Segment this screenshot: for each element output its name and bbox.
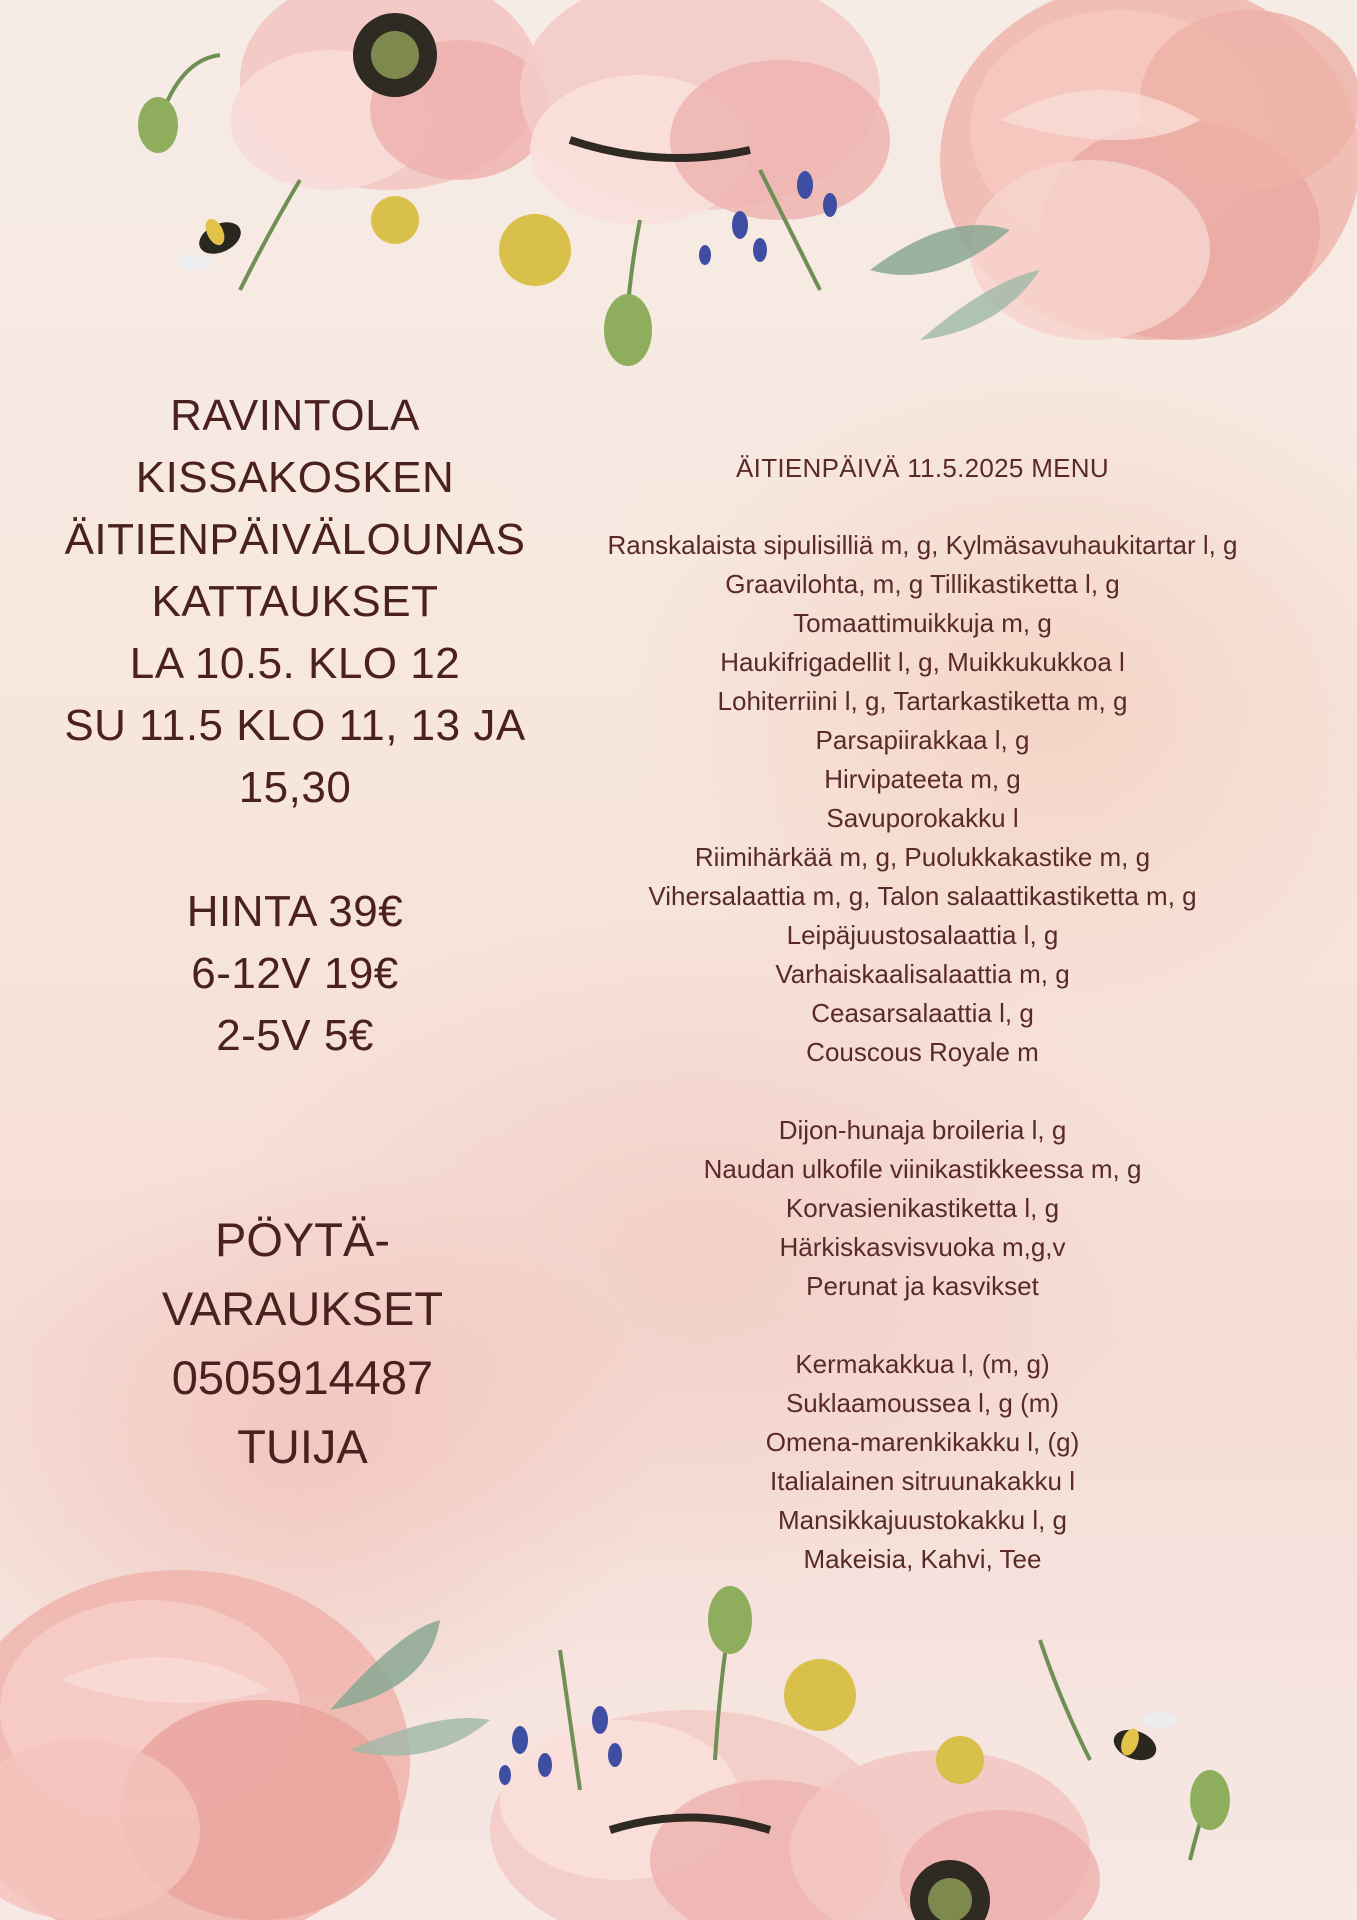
menu-item: Leipäjuustosalaattia l, g xyxy=(786,920,1059,950)
menu-item: Ranskalaista sipulisilliä m, g, Kylmäsavuhaukitartar l, g xyxy=(607,530,1238,560)
seating-time-line: SU 11.5 KLO 11, 13 JA xyxy=(64,701,526,750)
yellow-flower-icon xyxy=(499,214,571,286)
menu-item: Omena-marenkikakku l, (g) xyxy=(765,1427,1080,1457)
leaf-icon xyxy=(870,225,1010,275)
menu-item: Tomaattimuikkuja m, g xyxy=(793,608,1052,638)
leaf-icon xyxy=(920,270,1040,340)
blue-flower-cluster-icon xyxy=(699,171,837,265)
menu-item: Lohiterriini l, g, Tartarkastiketta m, g xyxy=(717,686,1128,716)
price-list xyxy=(40,881,550,1067)
menu-list xyxy=(530,448,1315,1618)
price-adult: HINTA 39€ xyxy=(186,887,404,936)
event-title-line: ÄITIENPÄIVÄLOUNAS xyxy=(64,515,526,564)
peony-flower-icon xyxy=(0,1570,410,1920)
leaf-icon xyxy=(330,1620,440,1710)
menu-item: Varhaiskaalisalaattia m, g xyxy=(775,959,1070,989)
price-toddler: 2-5V 5€ xyxy=(216,1011,374,1060)
event-info-block xyxy=(40,385,550,1067)
poppy-flower-icon xyxy=(790,1750,1100,1920)
bee-icon xyxy=(177,216,246,270)
price-child: 6-12V 19€ xyxy=(191,949,399,998)
menu-item: Vihersalaattia m, g, Talon salaattikastiketta m, g xyxy=(648,881,1197,911)
leaf-stem-icon xyxy=(160,55,820,340)
leaf-icon xyxy=(350,1718,490,1756)
menu-title: ÄITIENPÄIVÄ 11.5.2025 MENU xyxy=(736,453,1109,483)
menu-item: Graavilohta, m, g Tillikastiketta l, g xyxy=(725,569,1120,599)
yellow-flower-icon xyxy=(936,1736,984,1784)
menu-mains xyxy=(530,1111,1315,1306)
menu-item: Naudan ulkofile viinikastikkeessa m, g xyxy=(703,1154,1142,1184)
poppy-flower-icon xyxy=(230,0,550,190)
seating-time-line: 15,30 xyxy=(238,763,352,812)
bud-icon xyxy=(1190,1770,1230,1830)
menu-item: Dijon-hunaja broileria l, g xyxy=(778,1115,1067,1145)
blue-flower-cluster-icon xyxy=(499,1706,622,1785)
reservation-phone: 0505914487 xyxy=(171,1351,434,1404)
yellow-flower-icon xyxy=(371,196,419,244)
seating-time-line: LA 10.5. KLO 12 xyxy=(129,639,461,688)
bud-icon xyxy=(604,294,652,366)
menu-item: Makeisia, Kahvi, Tee xyxy=(803,1544,1042,1574)
top-floral-decoration xyxy=(0,0,1357,420)
menu-item: Savuporokakku l xyxy=(826,803,1019,833)
poppy-flower-icon xyxy=(490,1710,890,1920)
leaf-stem-icon xyxy=(560,1620,1210,1860)
yellow-flower-icon xyxy=(784,1659,856,1731)
menu-item: Härkiskasvisvuoka m,g,v xyxy=(779,1232,1066,1262)
menu-item: Parsapiirakkaa l, g xyxy=(815,725,1030,755)
reservation-contact-name: TUIJA xyxy=(237,1420,368,1473)
menu-item: Suklaamoussea l, g (m) xyxy=(785,1388,1060,1418)
menu-item: Kermakakkua l, (m, g) xyxy=(795,1349,1050,1379)
reservation-label: PÖYTÄ- xyxy=(215,1213,390,1266)
menu-item: Haukifrigadellit l, g, Muikkukukkoa l xyxy=(720,647,1125,677)
menu-item: Riimihärkää m, g, Puolukkakastike m, g xyxy=(694,842,1151,872)
restaurant-name-line: RAVINTOLA xyxy=(170,391,420,440)
menu-item: Mansikkajuustokakku l, g xyxy=(777,1505,1068,1535)
menu-item: Hirvipateeta m, g xyxy=(824,764,1021,794)
menu-item: Perunat ja kasvikset xyxy=(806,1271,1039,1301)
menu-item: Couscous Royale m xyxy=(806,1037,1039,1067)
bud-icon xyxy=(138,97,178,153)
reservation-label: VARAUKSET xyxy=(161,1282,444,1335)
peony-flower-icon xyxy=(940,0,1357,340)
poppy-flower-icon xyxy=(520,0,890,225)
event-title-lines xyxy=(40,385,550,819)
menu-item: Ceasarsalaattia l, g xyxy=(811,998,1034,1028)
menu-desserts xyxy=(530,1345,1315,1579)
restaurant-name-line: KISSAKOSKEN xyxy=(135,453,455,502)
bee-icon xyxy=(1110,1712,1178,1766)
event-title-line: KATTAUKSET xyxy=(151,577,439,626)
menu-item: Korvasienikastiketta l, g xyxy=(785,1193,1060,1223)
reservation-info xyxy=(40,1205,565,1481)
menu-starters xyxy=(530,526,1315,1072)
menu-item: Italialainen sitruunakakku l xyxy=(770,1466,1075,1496)
